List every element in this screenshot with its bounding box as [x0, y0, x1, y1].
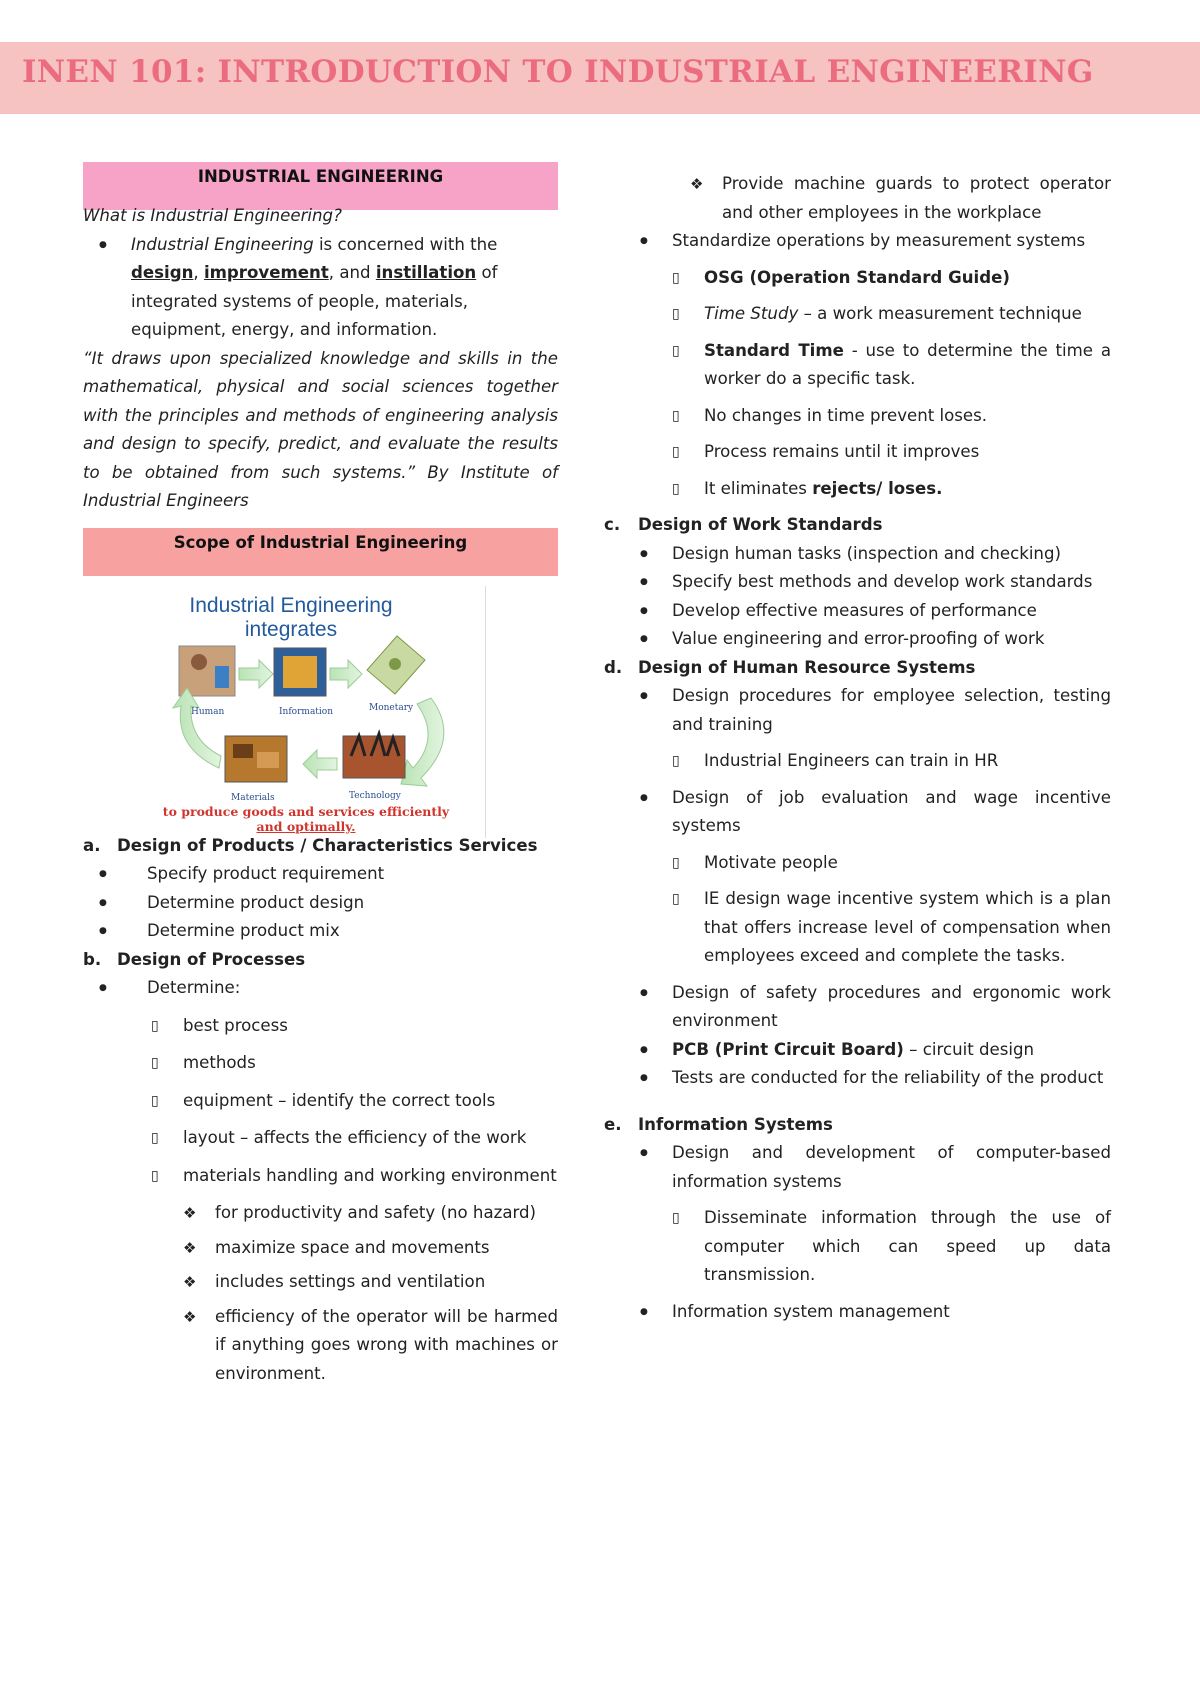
- question-text: What is Industrial Engineering?: [83, 206, 342, 225]
- section-header-scope: Scope of Industrial Engineering: [83, 528, 558, 576]
- standardize-list: [638, 227, 1111, 256]
- eliminates-text: It eliminates: [704, 478, 813, 498]
- section-c-heading: [604, 511, 1111, 540]
- list-item: ● Determine:: [83, 974, 558, 1003]
- section-a-heading: [83, 832, 558, 861]
- list-item: [638, 1036, 1111, 1065]
- time-study-text: – a work measurement technique: [798, 304, 1082, 323]
- section-b-diamonds: [83, 1199, 558, 1388]
- section-b-list: [83, 974, 558, 1003]
- sub-item: [672, 300, 1111, 329]
- sub-item: ▯ IE design wage incentive system which is a plan that offers increase level of compensation when employees exceed and complete the tasks.: [672, 885, 1111, 971]
- def-comma: ,: [193, 263, 204, 282]
- diamond-item: ❖ for productivity and safety (no hazard): [183, 1199, 558, 1228]
- section-a-letter: a.: [83, 835, 101, 855]
- sub-item: ▯ No changes in time prevent loses.: [672, 402, 1111, 431]
- list-item: ● Design procedures for employee selection, testing and training: [638, 682, 1111, 739]
- figure-caption-line2: and optimally.: [256, 818, 356, 834]
- section-a-title: Design of Products / Characteristics Services: [117, 835, 538, 855]
- standard-time-term: Standard Time: [704, 340, 844, 360]
- figure-title-line1: Industrial Engineering: [189, 593, 393, 617]
- eliminates-bold: rejects/ loses.: [812, 478, 943, 498]
- label-monetary: Monetary: [369, 702, 414, 713]
- figure-caption-line1: to produce goods and services efficiently: [162, 803, 450, 819]
- sub-item: ▯ Industrial Engineers can train in HR: [672, 747, 1111, 776]
- figure-caption: [131, 804, 481, 834]
- section-b-letter: b.: [83, 949, 102, 969]
- section-b-heading: [83, 946, 558, 975]
- list-item: ● Standardize operations by measurement systems: [638, 227, 1111, 256]
- section-d-heading: [604, 654, 1111, 683]
- label-technology: Technology: [349, 790, 401, 801]
- definition-list: [83, 231, 558, 345]
- sub-item: ▯ best process: [151, 1012, 558, 1041]
- title-banner: [0, 42, 1200, 114]
- sub-item: ▯ methods: [151, 1049, 558, 1078]
- diamond-item: ❖ Provide machine guards to protect operator and other employees in the workplace: [690, 170, 1111, 227]
- sub-item: ▯ materials handling and working environment: [151, 1162, 558, 1191]
- scope-figure: [131, 586, 486, 838]
- page-title: INEN 101: INTRODUCTION TO INDUSTRIAL ENGINEERING: [22, 54, 1094, 90]
- list-item: ● Tests are conducted for the reliability of the product: [638, 1064, 1111, 1093]
- list-item: ● Design and development of computer-based information systems: [638, 1139, 1111, 1196]
- diamond-item: ❖ maximize space and movements: [183, 1234, 558, 1263]
- list-item: ● Information system management: [638, 1298, 1111, 1327]
- section-e-heading: [604, 1111, 1111, 1140]
- diamond-item: ❖ includes settings and ventilation: [183, 1268, 558, 1297]
- pcb-text: – circuit design: [903, 1039, 1035, 1059]
- list-item: ● Design human tasks (inspection and checking): [638, 540, 1111, 569]
- guard-list: [638, 170, 1111, 227]
- section-b-title: Design of Processes: [117, 949, 306, 969]
- section-header-industrial-engineering: INDUSTRIAL ENGINEERING: [83, 162, 558, 210]
- section-c-list: [638, 540, 1111, 654]
- sub-item: [672, 337, 1111, 394]
- def-design: design: [131, 263, 194, 282]
- right-column: [604, 170, 1111, 1326]
- def-and: , and: [328, 263, 376, 282]
- arrow-info-money: [330, 660, 362, 688]
- sub-item: ▯ Process remains until it improves: [672, 438, 1111, 467]
- figure-title-line2: integrates: [244, 617, 338, 641]
- label-materials: Materials: [231, 792, 275, 803]
- def-text: is concerned with the: [313, 234, 498, 254]
- list-item: ● Determine product mix: [83, 917, 558, 946]
- def-term: Industrial Engineering: [131, 234, 314, 254]
- section-d-title: Design of Human Resource Systems: [638, 657, 976, 677]
- section-c-letter: c.: [604, 515, 621, 534]
- sub-item: ▯ OSG (Operation Standard Guide): [672, 264, 1111, 293]
- sub-item: ▯ equipment – identify the correct tools: [151, 1087, 558, 1116]
- list-item: ● Specify best methods and develop work standards: [638, 568, 1111, 597]
- arrow-human-info: [239, 660, 273, 688]
- diamond-item: ❖ efficiency of the operator will be harmed if anything goes wrong with machines or environment.: [183, 1303, 558, 1389]
- quote-text: “It draws upon specialized knowledge and skills in the mathematical, physical and social sciences together with the principles and methods of engineering analysis and design to specify, predict, and evaluate the results to be obtained from such systems.” By Institute of Industrial Engineers: [83, 348, 558, 510]
- arrow-tech-materials: [303, 750, 337, 778]
- section-e-list: [638, 1139, 1111, 1326]
- section-e-letter: e.: [604, 1114, 622, 1134]
- def-text-2: of integrated systems of people, materials, equipment, energy, and information.: [131, 263, 498, 339]
- def-improvement: improvement: [203, 263, 329, 282]
- sub-item: ▯ Disseminate information through the use of computer which can speed up data transmission.: [672, 1204, 1111, 1290]
- section-d-letter: d.: [604, 657, 623, 677]
- section-a-list: [83, 860, 558, 946]
- sub-item: [672, 475, 1111, 504]
- section-b-sublist: [83, 1012, 558, 1191]
- time-study-term: Time Study: [704, 304, 799, 323]
- list-item: ● Determine product design: [83, 889, 558, 918]
- sub-item: ▯ layout – affects the efficiency of the work: [151, 1124, 558, 1153]
- section-e-title: Information Systems: [638, 1114, 833, 1134]
- section-d-list: [638, 682, 1111, 1093]
- list-item: ● Specify product requirement: [83, 860, 558, 889]
- definition-item: [83, 231, 558, 345]
- list-item: ● Develop effective measures of performance: [638, 597, 1111, 626]
- list-item: ● Value engineering and error-proofing of work: [638, 625, 1111, 654]
- standard-time-text: - use to determine the time a worker do a specific task.: [704, 340, 1111, 388]
- standardize-sublist: [638, 264, 1111, 504]
- def-installation: instillation: [375, 263, 477, 282]
- list-item: ● Design of job evaluation and wage incentive systems: [638, 784, 1111, 841]
- label-human: Human: [191, 706, 225, 717]
- sub-item: ▯ Motivate people: [672, 849, 1111, 878]
- section-c-title: Design of Work Standards: [638, 515, 883, 534]
- label-information: Information: [279, 706, 334, 717]
- pcb-term: PCB (Print Circuit Board): [672, 1039, 904, 1059]
- left-column: [83, 162, 558, 1394]
- list-item: ● Design of safety procedures and ergonomic work environment: [638, 979, 1111, 1036]
